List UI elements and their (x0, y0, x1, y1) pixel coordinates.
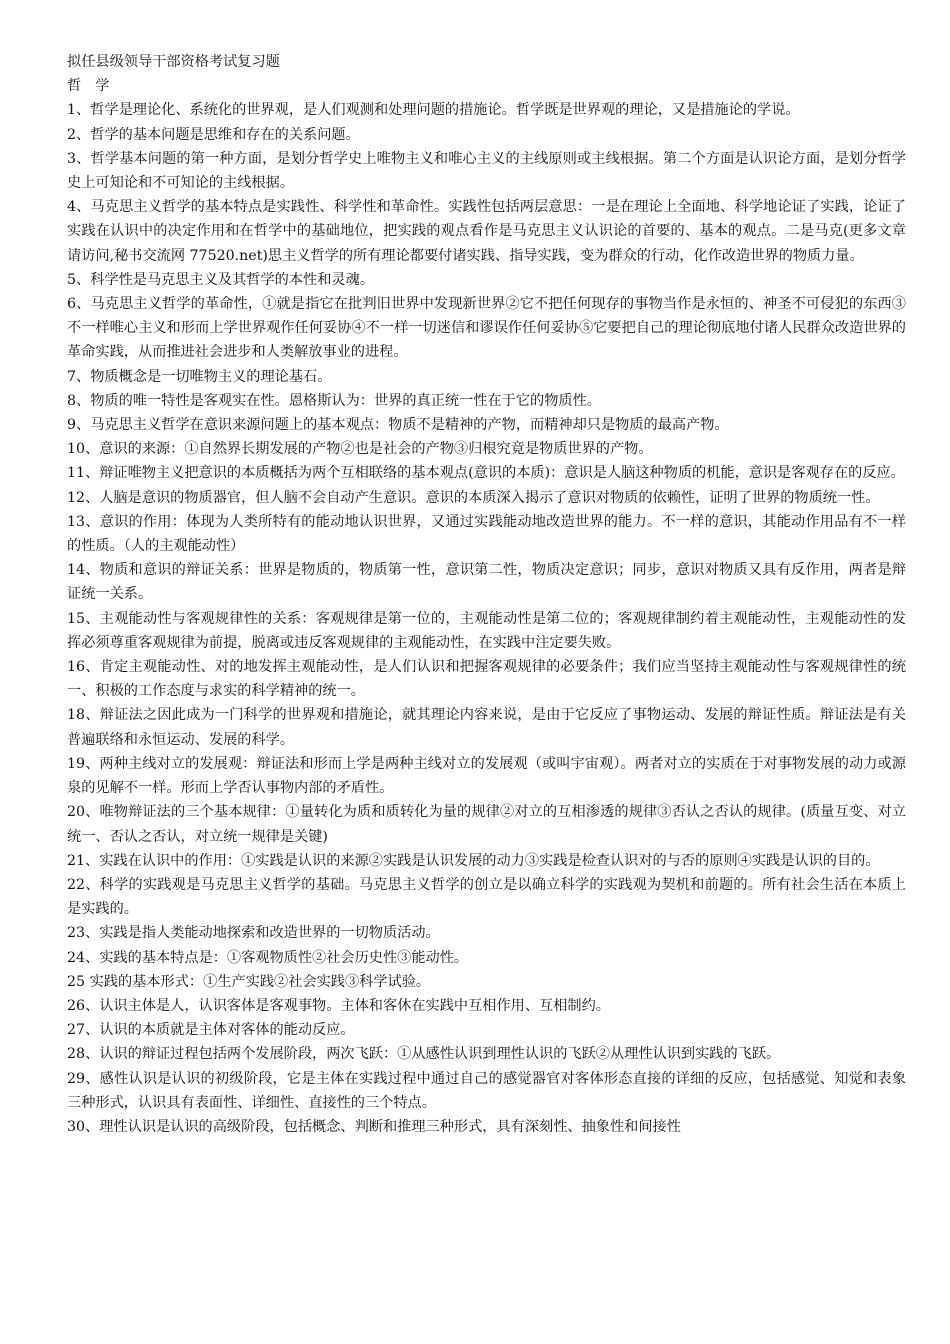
paragraph: 7、物质概念是一切唯物主义的理论基石。 (67, 368, 332, 385)
paragraph: 14、物质和意识的辩证关系：世界是物质的，物质第一性，意识第二性，物质决定意识；同步，意识对物质又具有反作用，两者是辩证统一关系。 (67, 562, 906, 603)
paragraph: 16、肯定主观能动性、对的地发挥主观能动性，是人们认识和把握客观规律的必要条件；我们应当坚持主观能动性与客观规律性的统一、积极的工作态度与求实的科学精神的统一。 (67, 659, 906, 700)
paragraph: 6、马克思主义哲学的革命性，①就是指它在批判旧世界中发现新世界②它不把任何现存的事物当作是永恒的、神圣不可侵犯的东西③不一样唯心主义和形而上学世界观作任何妥协④不一样一切迷信和谬误作任何妥协⑤它要把自己的理论彻底地付诸人民群众改造世界的革命实践，从而推进社会进步和人类解放事业的进程。 (67, 296, 906, 361)
paragraph: 3、哲学基本问题的第一种方面，是划分哲学史上唯物主义和唯心主义的主线原则或主线根据。第二个方面是认识论方面，是划分哲学史上可知论和不可知论的主线根据。 (67, 150, 906, 192)
paragraph: 15、主观能动性与客观规律性的关系：客观规律是第一位的，主观能动性是第二位的；客观规律制约着主观能动性，主观能动性的发挥必须尊重客观规律为前提，脱离或违反客观规律的主观能动性，在实践中注定要失败。 (67, 610, 906, 651)
paragraph: 28、认识的辩证过程包括两个发展阶段，两次飞跃：①从感性认识到理性认识的飞跃②从理性认识到实践的飞跃。 (67, 1046, 781, 1063)
paragraph: 22、科学的实践观是马克思主义哲学的基础。马克思主义哲学的创立是以确立科学的实践观为契机和前题的。所有社会生活在本质上是实践的。 (67, 876, 906, 918)
paragraph: 21、实践在认识中的作用：①实践是认识的来源②实践是认识发展的动力③实践是检查认识对的与否的原则④实践是认识的目的。 (67, 852, 880, 869)
paragraph: 12、人脑是意识的物质器官，但人脑不会自动产生意识。意识的本质深入揭示了意识对物质的依赖性，证明了世界的物质统一性。 (67, 489, 880, 506)
paragraph: 23、实践是指人类能动地探索和改造世界的一切物质活动。 (67, 925, 440, 942)
document-title: 拟任县级领导干部资格考试复习题 (67, 54, 280, 70)
paragraph: 1、哲学是理论化、系统化的世界观，是人们观测和处理问题的措施论。哲学既是世界观的理论，又是措施论的学说。 (67, 102, 800, 119)
paragraph: 10、意识的来源：①自然界长期发展的产物②也是社会的产物③归根究竟是物质世界的产物。 (67, 441, 653, 458)
paragraph: 19、两种主线对立的发展观：辩证法和形而上学是两种主线对立的发展观（或叫宇宙观）。两者对立的实质在于对事物发展的动力或源泉的见解不一样。形而上学否认事物内部的矛盾性。 (67, 755, 906, 797)
paragraph: 4、马克思主义哲学的基本特点是实践性、科学性和革命性。实践性包括两层意思：一是在理论上全面地、科学地论证了实践，论证了实践在认识中的决定作用和在哲学中的基础地位，把实践的观点看作是马克思主义认识论的首要的、基本的观点。二是马克(更多文章请访问,秘书交流网 77520.net)思主义哲学的所有理论都要付诸实践、指导实践，变为群众的行动，化作改造世界的物质力量。 (67, 199, 906, 264)
paragraph: 25 实践的基本形式：①生产实践②社会实践③科学试验。 (67, 973, 431, 990)
paragraph: 5、科学性是马克思主义及其哲学的本性和灵魂。 (67, 271, 374, 288)
paragraph: 8、物质的唯一特性是客观实在性。恩格斯认为：世界的真正统一性在于它的物质性。 (67, 392, 601, 409)
paragraph: 9、马克思主义哲学在意识来源问题上的基本观点：物质不是精神的产物，而精神却只是物质的最高产物。 (67, 417, 729, 434)
paragraph: 13、意识的作用：体现为人类所特有的能动地认识世界，又通过实践能动地改造世界的能力。不一样的意识，其能动作用品有不一样的性质。（人的主观能动性） (67, 513, 906, 555)
section-heading: 哲学 (67, 78, 124, 95)
paragraph: 26、认识主体是人，认识客体是客观事物。主体和客休在实践中互相作用、互相制约。 (67, 997, 610, 1014)
paragraph: 11、辩证唯物主义把意识的本质概括为两个互相联络的基本观点(意识的本质)：意识是人脑这种物质的机能，意识是客观存在的反应。 (67, 465, 905, 482)
paragraph: 27、认识的本质就是主体对客体的能动反应。 (67, 1022, 355, 1039)
paragraph: 18、辩证法之因此成为一门科学的世界观和措施论，就其理论内容来说，是由于它反应了事物运动、发展的辩证性质。辩证法是有关普遍联络和永恒运动、发展的科学。 (67, 707, 906, 748)
document-body (67, 98, 906, 1139)
paragraph: 30、理性认识是认识的高级阶段，包括概念、判断和推理三种形式，具有深刻性、抽象性和间接性 (67, 1118, 681, 1135)
paragraph: 2、哲学的基本问题是思维和存在的关系问题。 (67, 126, 360, 143)
paragraph: 20、唯物辩证法的三个基本规律：①量转化为质和质转化为量的规律②对立的互相渗透的规律③否认之否认的规律。(质量互变、对立统一、否认之否认，对立统一规律是关键) (67, 804, 906, 845)
paragraph: 29、感性认识是认识的初级阶段，它是主体在实践过程中通过自己的感觉器官对客体形态直接的详细的反应，包括感觉、知觉和表象三种形式，认识具有表面性、详细性、直接性的三个特点。 (67, 1070, 906, 1111)
paragraph: 24、实践的基本特点是：①客观物质性②社会历史性③能动性。 (67, 949, 469, 966)
